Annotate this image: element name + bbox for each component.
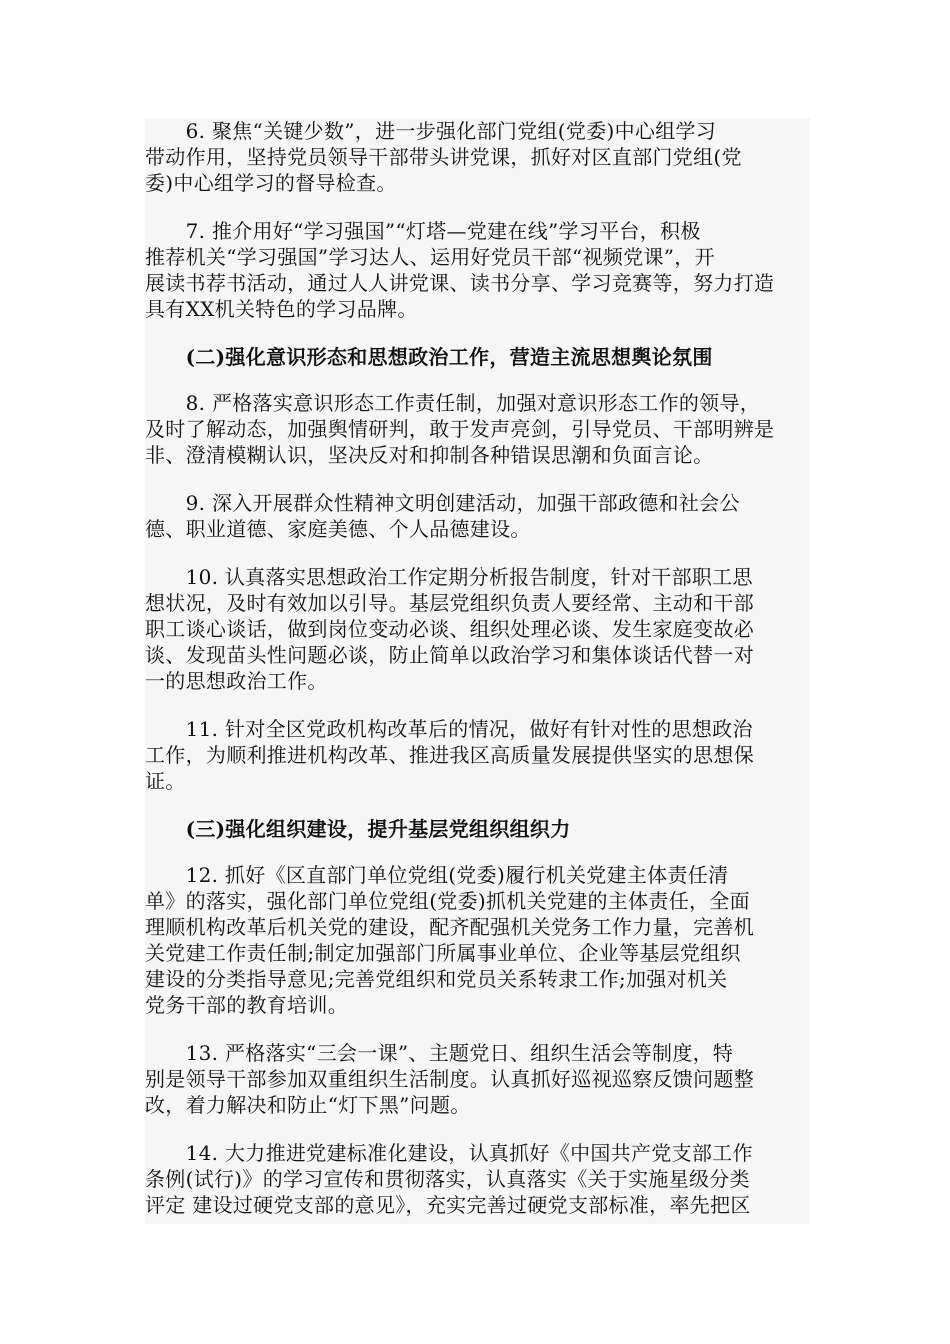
text-line: 别是领导干部参加双重组织生活制度。认真抓好巡视巡察反馈问题整 bbox=[145, 1067, 754, 1091]
heading-line: (三)强化组织建设，提升基层党组织组织力 bbox=[145, 817, 571, 841]
text-line: 评定 建设过硬党支部的意见》，充实完善过硬党支部标准，率先把区 bbox=[145, 1193, 751, 1217]
text-line: 改，着力解决和防止“灯下黑”问题。 bbox=[145, 1093, 471, 1117]
paragraph-7 bbox=[145, 218, 810, 322]
text-line: 非、澄清模糊认识，坚决反对和抑制各种错误思潮和负面言论。 bbox=[145, 443, 714, 467]
paragraph-6 bbox=[145, 118, 810, 196]
text-line: 6. 聚焦“关键少数”，进一步强化部门党组(党委)中心组学习 bbox=[145, 119, 717, 143]
text-line: 带动作用，坚持党员领导干部带头讲党课，抓好对区直部门党组(党 bbox=[145, 145, 742, 169]
paragraph-11 bbox=[145, 716, 810, 794]
paragraph-14 bbox=[145, 1140, 810, 1218]
text-line: 条例(试行)》的学习宣传和贯彻落实，认真落实《关于实施星级分类 bbox=[145, 1167, 750, 1191]
text-line: 关党建工作责任制;制定加强部门所属事业单位、企业等基层党组织 bbox=[145, 941, 741, 965]
paragraph-12 bbox=[145, 862, 810, 1018]
text-line: 10. 认真落实思想政治工作定期分析报告制度，针对干部职工思 bbox=[145, 565, 753, 589]
text-line: 12. 抓好《区直部门单位党组(党委)履行机关党建主体责任清 bbox=[145, 863, 729, 887]
text-line: 7. 推介用好“学习强国”“灯塔—党建在线”学习平台，积极 bbox=[145, 219, 701, 243]
text-line: 展读书荐书活动，通过人人讲党课、读书分享、学习竞赛等，努力打造 bbox=[145, 271, 775, 295]
text-line: 想状况，及时有效加以引导。基层党组织负责人要经常、主动和干部 bbox=[145, 591, 754, 615]
text-line: 9. 深入开展群众性精神文明创建活动，加强干部政德和社会公 bbox=[145, 491, 740, 515]
text-line: 13. 严格落实“三会一课”、主题党日、组织生活会等制度，特 bbox=[145, 1041, 734, 1065]
text-line: 理顺机构改革后机关党的建设，配齐配强机关党务工作力量，完善机 bbox=[145, 915, 754, 939]
document-body bbox=[145, 118, 810, 1224]
text-line: 职工谈心谈话，做到岗位变动必谈、组织处理必谈、发生家庭变故必 bbox=[145, 617, 754, 641]
text-line: 单》的落实，强化部门单位党组(党委)抓机关党建的主体责任，全面 bbox=[145, 889, 750, 913]
text-line: 德、职业道德、家庭美德、个人品德建设。 bbox=[145, 517, 531, 541]
text-line: 党务干部的教育培训。 bbox=[145, 993, 348, 1017]
text-line: 建设的分类指导意见;完善党组织和党员关系转隶工作;加强对机关 bbox=[145, 967, 728, 991]
paragraph-10 bbox=[145, 564, 810, 694]
section-heading-3 bbox=[145, 816, 810, 842]
text-line: 谈、发现苗头性问题必谈，防止简单以政治学习和集体谈话代替一对 bbox=[145, 643, 754, 667]
paragraph-9 bbox=[145, 490, 810, 542]
paragraph-13 bbox=[145, 1040, 810, 1118]
text-line: 具有XX机关特色的学习品牌。 bbox=[145, 297, 418, 321]
text-line: 一的思想政治工作。 bbox=[145, 669, 328, 693]
text-line: 证。 bbox=[145, 769, 186, 793]
section-heading-2 bbox=[145, 344, 810, 370]
text-line: 14. 大力推进党建标准化建设，认真抓好《中国共产党支部工作 bbox=[145, 1141, 753, 1165]
text-line: 推荐机关“学习强国”学习达人、运用好党员干部“视频党课”，开 bbox=[145, 245, 715, 269]
text-line: 11. 针对全区党政机构改革后的情况，做好有针对性的思想政治 bbox=[145, 717, 753, 741]
text-line: 工作，为顺利推进机构改革、推进我区高质量发展提供坚实的思想保 bbox=[145, 743, 754, 767]
text-line: 8. 严格落实意识形态工作责任制，加强对意识形态工作的领导， bbox=[145, 391, 761, 415]
text-line: 及时了解动态，加强舆情研判，敢于发声亮剑，引导党员、干部明辨是 bbox=[145, 417, 775, 441]
heading-line: (二)强化意识形态和思想政治工作，营造主流思想舆论氛围 bbox=[145, 345, 713, 369]
paragraph-8 bbox=[145, 390, 810, 468]
text-line: 委)中心组学习的督导检查。 bbox=[145, 171, 397, 195]
